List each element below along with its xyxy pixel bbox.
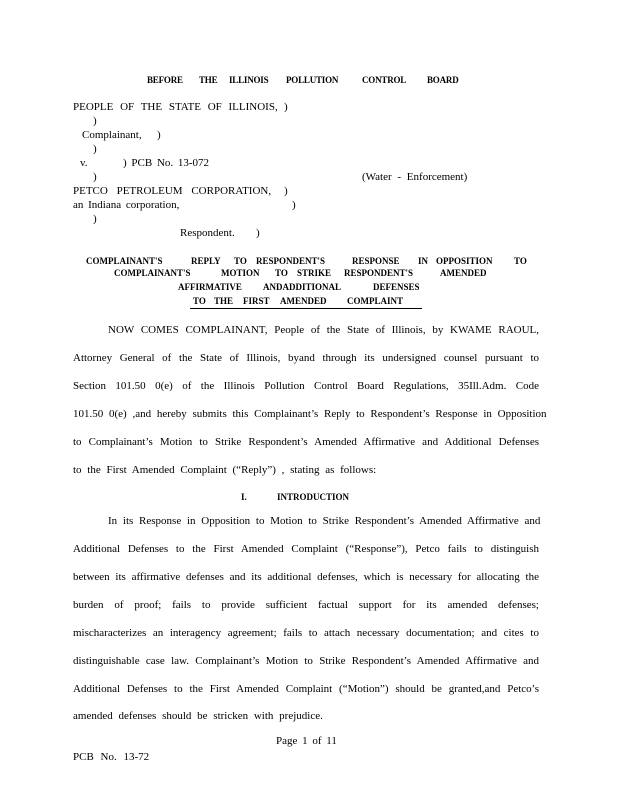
- paragraph-line: Additional Defenses to the First Amended Complaint (“Response”), Petco fails to distinguish: [73, 543, 539, 555]
- paragraph-line: Attorney General of the State of Illinois, byand through its undersigned counsel pursuant to: [73, 352, 539, 364]
- board-header-word: BEFORE: [147, 75, 183, 85]
- paragraph-line: burden of proof; fails to provide sufficient factual support for its amended defenses;: [73, 599, 539, 611]
- title-word: AMENDED: [440, 268, 487, 278]
- title-word: RESPONDENT'S: [256, 256, 326, 266]
- board-header-word: ILLINOIS: [229, 75, 269, 85]
- title-word: ANDADDITIONAL: [263, 282, 342, 292]
- caption-paren: ): [292, 199, 296, 211]
- section-number: I.: [241, 492, 247, 502]
- complainant-role: Complainant,: [82, 129, 142, 141]
- title-word: REPLY: [191, 256, 221, 266]
- caption-paren: ): [93, 115, 97, 127]
- caption-paren: ): [93, 171, 97, 183]
- caption-paren: ): [157, 129, 161, 141]
- paragraph-line: to Complainant’s Motion to Strike Respondent’s Amended Affirmative and Additional Defenses: [73, 436, 539, 448]
- title-word: DEFENSES: [373, 282, 420, 292]
- caption-paren: ): [284, 185, 288, 197]
- title-word: RESPONDENT'S: [344, 268, 414, 278]
- paragraph-line: amended defenses should be stricken with prejudice.: [73, 710, 323, 722]
- paragraph-line: In its Response in Opposition to Motion to Strike Respondent’s Amended Affirmative and: [108, 515, 541, 527]
- case-type: (Water - Enforcement): [362, 171, 468, 183]
- title-word: TO: [514, 256, 527, 266]
- board-header-word: CONTROL: [362, 75, 407, 85]
- title-word: IN: [418, 256, 429, 266]
- caption-paren: ): [93, 213, 97, 225]
- title-word: THE: [214, 296, 234, 306]
- paragraph-line: distinguishable case law. Complainant’s Motion to Strike Respondent’s Amended Affirmative and: [73, 655, 539, 667]
- caption-paren: ): [93, 143, 97, 155]
- paragraph-line: 101.50 0(e) ,and hereby submits this Complainant’s Reply to Respondent’s Response in Opposition: [73, 408, 547, 420]
- caption-paren: ): [256, 227, 260, 239]
- versus-label: v.: [80, 157, 88, 169]
- paragraph-line: NOW COMES COMPLAINANT, People of the State of Illinois, by KWAME RAOUL,: [108, 324, 539, 336]
- title-word: TO: [275, 268, 288, 278]
- title-word: MOTION: [221, 268, 260, 278]
- case-number: ) PCB No. 13-072: [123, 157, 210, 169]
- board-header-word: POLLUTION: [286, 75, 339, 85]
- title-word: COMPLAINANT'S: [114, 268, 191, 278]
- title-word: COMPLAINT: [347, 296, 403, 306]
- board-header-word: BOARD: [427, 75, 459, 85]
- title-word: TO: [193, 296, 206, 306]
- section-title: INTRODUCTION: [277, 492, 350, 502]
- paragraph-line: mischaracterizes an interagency agreement; fails to attach necessary documentation; and cites to: [73, 627, 539, 639]
- paragraph-line: between its affirmative defenses and its additional defenses, which is necessary for allocating the: [73, 571, 539, 583]
- footer-case-reference: PCB No. 13-72: [73, 751, 150, 763]
- complainant-name: PEOPLE OF THE STATE OF ILLINOIS,: [73, 101, 278, 113]
- title-word: OPPOSITION: [436, 256, 493, 266]
- board-header-word: THE: [199, 75, 218, 85]
- title-word: COMPLAINANT'S: [86, 256, 163, 266]
- title-word: STRIKE: [297, 268, 332, 278]
- title-word: RESPONSE: [352, 256, 400, 266]
- respondent-name: PETCO PETROLEUM CORPORATION,: [73, 185, 272, 197]
- title-word: TO: [234, 256, 247, 266]
- title-word: AFFIRMATIVE: [178, 282, 242, 292]
- page-number: Page 1 of 11: [276, 735, 337, 747]
- title-word: AMENDED: [280, 296, 327, 306]
- paragraph-line: Section 101.50 0(e) of the Illinois Pollution Control Board Regulations, 35Ill.Adm. Code: [73, 380, 539, 392]
- paragraph-line: to the First Amended Complaint (“Reply”) , stating as follows:: [73, 464, 377, 476]
- respondent-role: Respondent.: [180, 227, 235, 239]
- respondent-description: an Indiana corporation,: [73, 199, 180, 211]
- title-word: FIRST: [243, 296, 270, 306]
- paragraph-line: Additional Defenses to the First Amended Complaint (“Motion”) should be granted,and Petco’s: [73, 683, 539, 695]
- caption-paren: ): [284, 101, 288, 113]
